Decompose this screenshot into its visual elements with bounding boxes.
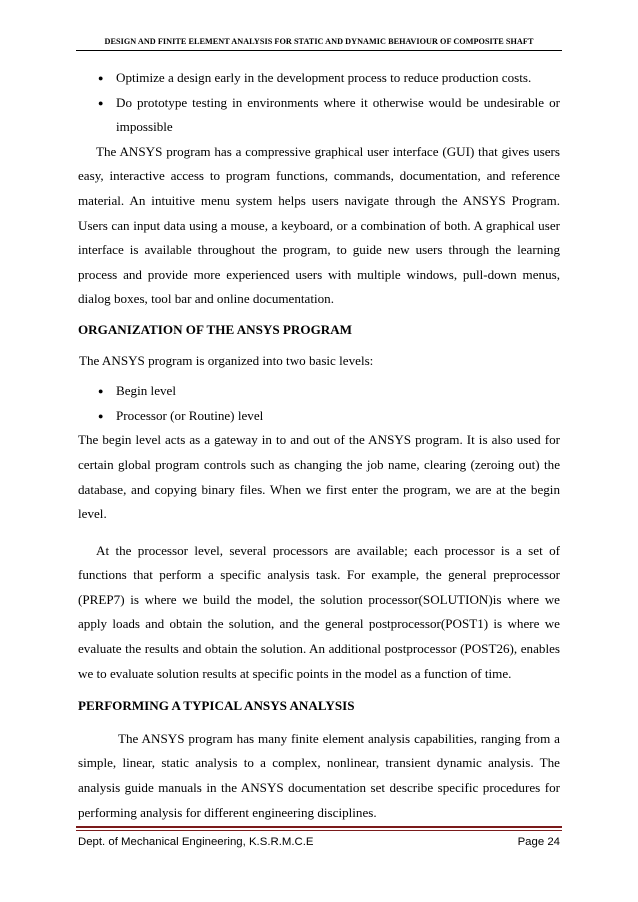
list-item <box>78 379 560 404</box>
levels-list <box>78 379 560 428</box>
list-item-text: Optimize a design early in the development process to reduce production costs. <box>116 70 532 85</box>
benefits-list <box>78 66 560 140</box>
list-item <box>78 66 560 91</box>
paragraph-levels-intro: The ANSYS program is organized into two basic levels: <box>79 352 374 368</box>
bullet-icon: ● <box>98 73 104 83</box>
running-header: DESIGN AND FINITE ELEMENT ANALYSIS FOR STATIC AND DYNAMIC BEHAVIOUR OF COMPOSITE SHAFT <box>104 37 534 46</box>
list-item-text: Do prototype testing in environments where it otherwise would be undesirable or impossible <box>116 94 560 135</box>
paragraph-begin-level: The begin level acts as a gateway in to and out of the ANSYS program. It is also used for certain global program controls such as changing the job name, clearing (zeroing out) the database, and copying binary files. When we first enter the program, we are at the begin level. <box>78 432 560 522</box>
list-item-text: Processor (or Routine) level <box>116 407 264 423</box>
paragraph-performing: The ANSYS program has many finite element analysis capabilities, ranging from a simple, linear, static analysis to a complex, nonlinear, transient dynamic analysis. The analysis guide manuals in the ANSYS documentation set describe specific procedures for performing analysis for different engineering disciplines. <box>78 730 560 820</box>
page-number: Page 24 <box>517 836 560 848</box>
footer-department: Dept. of Mechanical Engineering, K.S.R.M.C.E <box>78 836 314 848</box>
page-footer <box>78 836 560 848</box>
page-body <box>78 66 560 825</box>
footer-rule <box>76 826 562 828</box>
header-rule <box>76 50 562 51</box>
paragraph-gui: The ANSYS program has a compressive graphical user interface (GUI) that gives users easy, interactive access to program functions, commands, documentation, and reference material. An intuitive menu system helps users navigate through the ANSYS Program. Users can input data using a mouse, a keyboard, or a combination of both. A graphical user interface is available throughout the program, to guide new users through the learning process and provide more experienced users with multiple windows, pull-down menus, dialog boxes, tool bar and online documentation. <box>78 143 560 307</box>
list-item <box>78 404 560 429</box>
list-item <box>78 91 560 140</box>
paragraph-processor-level: At the processor level, several processors are available; each processor is a set of functions that perform a specific analysis task. For example, the general preprocessor (PREP7) is where we build the model, the solution processor(SOLUTION)is where we apply loads and obtain the solution, and the general postprocessor(POST1) is where we evaluate the results and obtain the solution. An additional postprocessor (POST26), enables we to evaluate solution results at specific points in the model as a function of time. <box>78 542 560 681</box>
list-item-text: Begin level <box>116 383 176 399</box>
section-heading-organization: ORGANIZATION OF THE ANSYS PROGRAM <box>78 321 353 337</box>
bullet-icon: ● <box>98 97 104 108</box>
footer-rule-thin <box>76 830 562 831</box>
bullet-icon: ● <box>98 386 104 397</box>
bullet-icon: ● <box>98 410 104 421</box>
section-heading-performing: PERFORMING A TYPICAL ANSYS ANALYSIS <box>78 698 355 714</box>
